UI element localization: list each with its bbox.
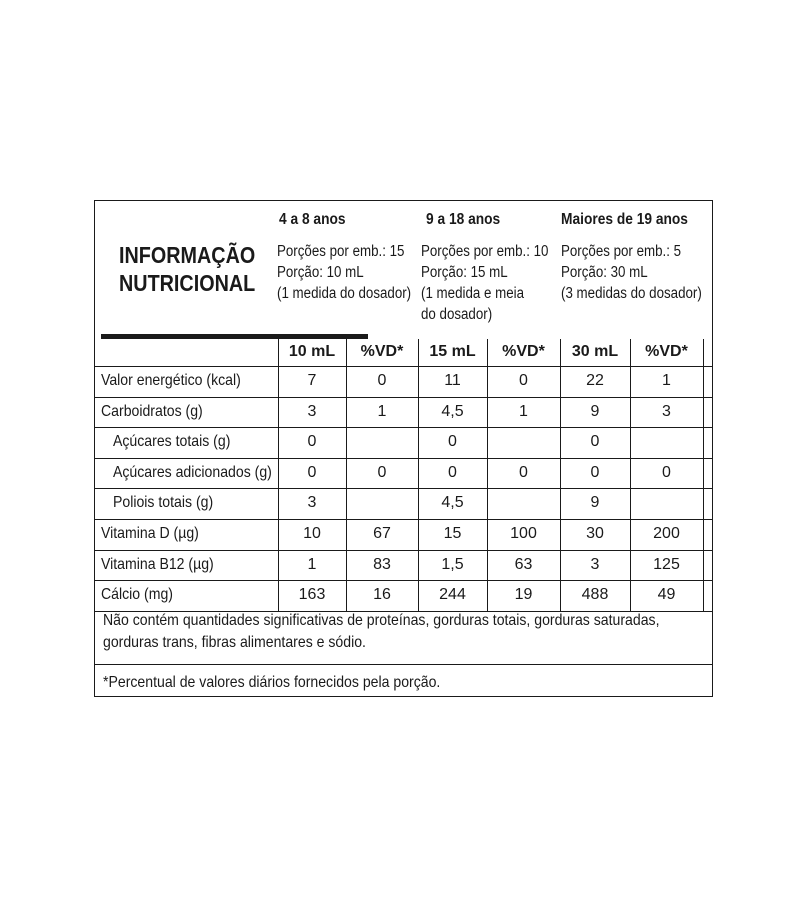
value-cell: 0: [448, 433, 457, 451]
value-cell: 63: [514, 555, 533, 573]
nutrient-label: Cálcio (mg): [101, 586, 173, 604]
value-cell: 0: [519, 463, 528, 481]
label-title: INFORMAÇÃO NUTRICIONAL: [119, 242, 256, 296]
value-cell: 0: [590, 433, 600, 451]
value-cell: 4,5: [441, 402, 464, 420]
nutrient-label: Valor energético (kcal): [101, 372, 241, 389]
value-cell: 1,5: [441, 555, 464, 573]
value-cell: 163: [298, 586, 326, 604]
row-divider: [95, 550, 712, 551]
nutrient-label: Poliois totais (g): [113, 494, 214, 512]
row-divider: [95, 397, 712, 398]
value-cell: 1: [307, 555, 317, 573]
value-cell: 3: [662, 402, 671, 420]
value-cell: 488: [581, 586, 609, 604]
value-cell: 9: [590, 494, 600, 512]
group-name-9-18: 9 a 18 anos: [426, 211, 501, 228]
value-cell: 67: [373, 525, 391, 542]
group-name-4-8: 4 a 8 anos: [279, 211, 346, 228]
value-cell: 4,5: [441, 494, 464, 512]
row-divider: [95, 580, 712, 581]
row-divider: [95, 458, 712, 459]
group-info-9-18: Porções por emb.: 10 Porção: 15 mL (1 medida e meia do dosador): [421, 243, 549, 323]
value-cell: 0: [377, 372, 387, 389]
group-info-4-8: Porções por emb.: 15 Porção: 10 mL (1 medida do dosador): [277, 243, 412, 302]
vd-header: %VD*: [502, 343, 545, 360]
value-cell: 3: [590, 555, 600, 573]
value-cell: 16: [373, 586, 391, 604]
row-divider: [95, 427, 712, 428]
value-cell: 30: [586, 525, 604, 542]
nutrient-label: Açúcares adicionados (g): [113, 463, 272, 481]
portion-header: 30 mL: [571, 343, 619, 360]
portion-header: 15 mL: [429, 343, 476, 360]
row-divider: [95, 519, 712, 520]
value-cell: 0: [448, 463, 457, 481]
vd-header: %VD*: [360, 343, 404, 360]
value-cell: 1: [519, 402, 528, 420]
value-cell: 15: [443, 525, 462, 542]
nutrient-label: Vitamina B12 (µg): [101, 555, 214, 573]
value-cell: 100: [510, 525, 537, 542]
vd-note: *Percentual de valores diários fornecidos pela porção.: [103, 674, 441, 691]
footnote-divider: [95, 664, 712, 665]
value-cell: 0: [307, 463, 317, 481]
not-significant-note: Não contém quantidades significativas de proteínas, gorduras totais, gorduras saturadas, gorduras trans, fibras alimentares e sódio.: [103, 612, 660, 651]
value-cell: 19: [514, 586, 533, 604]
nutrient-label: Açúcares totais (g): [113, 433, 231, 451]
value-cell: 0: [519, 372, 528, 389]
value-cell: 0: [662, 463, 671, 481]
value-cell: 10: [303, 525, 321, 542]
value-cell: 3: [307, 402, 317, 420]
value-cell: 125: [653, 555, 680, 573]
value-cell: 0: [377, 463, 387, 481]
value-cell: 0: [307, 433, 317, 451]
value-cell: 11: [444, 372, 461, 389]
value-cell: 9: [590, 402, 600, 420]
group-info-19-plus: Porções por emb.: 5 Porção: 30 mL (3 medidas do dosador): [561, 243, 702, 302]
nutrient-label: Vitamina D (µg): [101, 525, 199, 542]
vd-header: %VD*: [645, 343, 688, 360]
header-row-divider: [95, 366, 712, 367]
nutrient-label: Carboidratos (g): [101, 402, 203, 420]
value-cell: 83: [373, 555, 391, 573]
column-divider: [703, 339, 704, 611]
value-cell: 7: [307, 372, 317, 389]
value-cell: 200: [653, 525, 680, 542]
value-cell: 244: [439, 586, 466, 604]
value-cell: 3: [307, 494, 317, 512]
value-cell: 49: [657, 586, 676, 604]
group-name-19-plus: Maiores de 19 anos: [561, 211, 688, 228]
title-underline-bar: [101, 334, 368, 339]
value-cell: 22: [586, 372, 604, 389]
value-cell: 0: [590, 463, 600, 481]
value-cell: 1: [662, 372, 671, 389]
row-divider: [95, 488, 712, 489]
portion-header: 10 mL: [288, 343, 336, 360]
nutrition-facts-label: [94, 200, 713, 697]
value-cell: 1: [377, 402, 387, 420]
